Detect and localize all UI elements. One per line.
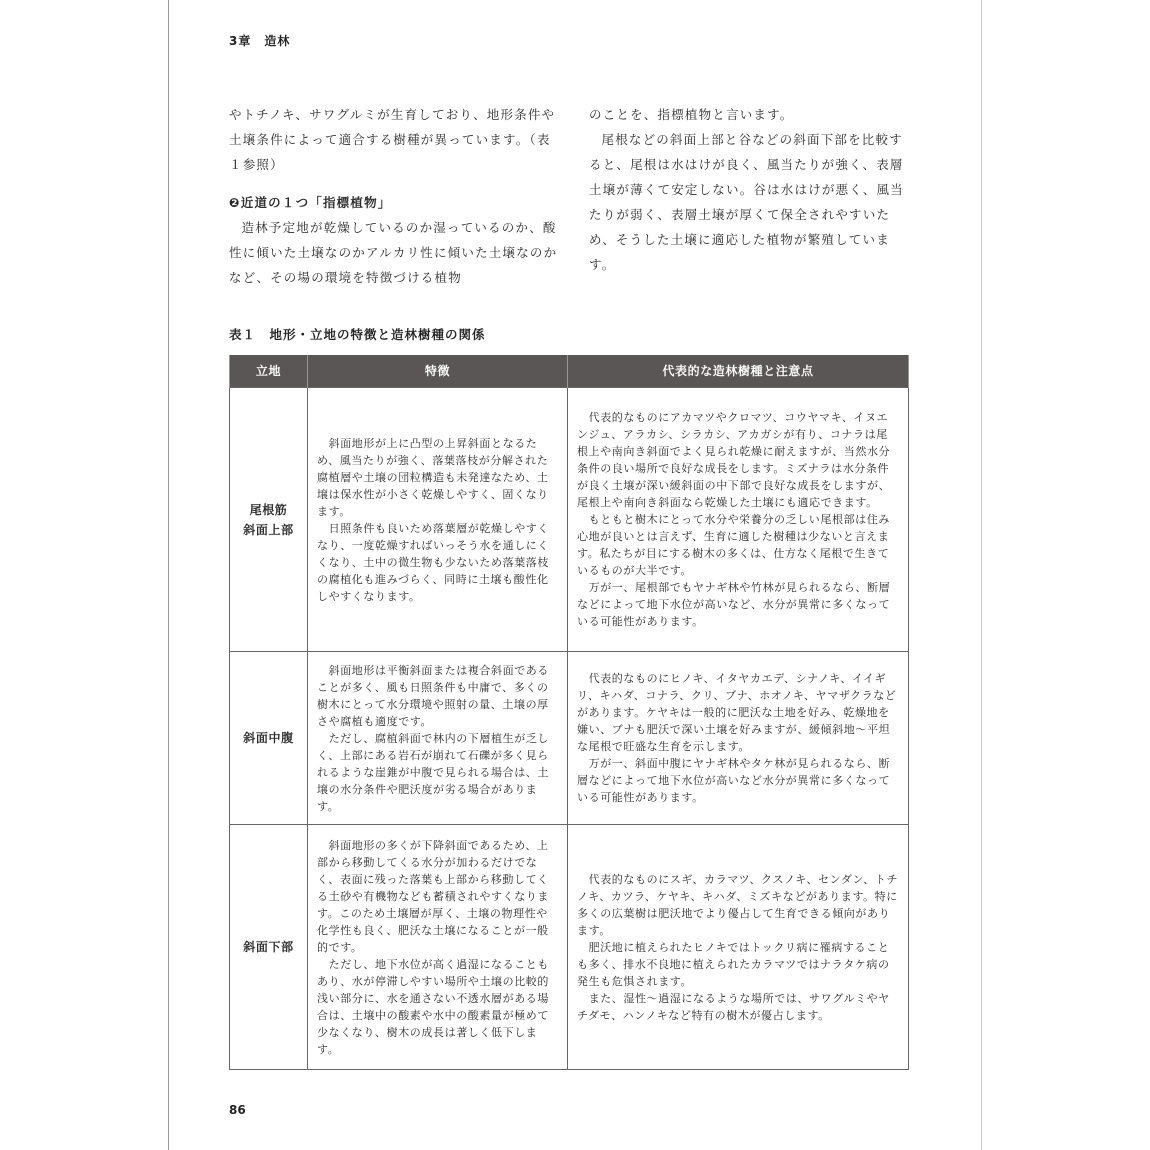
body-paragraph: 尾根などの斜面上部と谷などの斜面下部を比較すると、尾根は水はけが良く、風当たりが強く、表層土壌が薄くて安定しない。谷は水はけが悪く、風当たりが弱く、表層土壌が厚くて保全されやすいため、そうした土壌に適応した植物が繁殖しています。: [589, 132, 904, 272]
site-cell: 尾根筋 斜面上部: [230, 388, 308, 652]
right-column: [589, 102, 914, 277]
site-cell: 斜面下部: [230, 825, 308, 1070]
running-head: 3章 造林: [229, 34, 291, 48]
features-cell: 斜面地形が上に凸型の上昇斜面となるため、風当たりが強く、落葉落枝が分解された腐植層や土壌の団粒構造も未発達なため、土壌は保水性が小さく乾燥しやすく、固くなります。 日照条件も良いため落葉層が乾燥しやすくなり、一度乾燥すればいっそう水を通しにくくなり、土中の微生物も少ないため落葉落枝の腐植化も進みづらく、同時に土壌も酸性化しやすくなります。: [308, 388, 568, 652]
column-header-species: 代表的な造林樹種と注意点: [568, 355, 909, 388]
table-row: [230, 825, 909, 1070]
page-number: 86: [229, 1103, 246, 1117]
body-paragraph: 造林予定地が乾燥しているのか湿っているのか、酸性に傾いた土壌なのかアルカリ性に傾いた土壌なのかなど、その場の環境を特徴づける植物: [229, 220, 558, 285]
features-cell: 斜面地形は平衡斜面または複合斜面であることが多く、風も日照条件も中庸で、多くの樹木にとって水分環境や照射の量、土壌の厚さや腐植も適度です。 ただし、腐植斜面で林内の下層植生が乏しく、上部にある岩石が崩れて石礫が多く見られるような崖錐が中腹で見られる場合は、土壌の水分条件や肥沃度が劣る場合があります。: [308, 652, 568, 825]
table-row: [230, 652, 909, 825]
column-header-site: 立地: [230, 355, 308, 388]
table-caption: 表１ 地形・立地の特徴と造林樹種の関係: [229, 327, 486, 342]
features-cell: 斜面地形の多くが下降斜面であるため、上部から移動してくる水分が加わるだけでなく、表面に残った落葉も上部から移動してくる土砂や有機物なども蓄積されやすくなります。このため土壌層が厚く、土壌の物理性や化学性も良く、肥沃な土壌になることが一般的です。 ただし、地下水位が高く過湿になることもあり、水が停滞しやすい場所や土壌の比較的浅い部分に、水を通さない不透水層がある場合は、土壌中の酸素や水中の酸素量が極めて少なくなり、樹木の成長は著しく低下します。: [308, 825, 568, 1070]
body-paragraph: のことを、指標植物と言います。: [589, 107, 794, 122]
column-header-features: 特徴: [308, 355, 568, 388]
section-subheading: ❷近道の１つ「指標植物」: [229, 195, 392, 210]
document-page: [168, 0, 982, 1150]
table-header-row: [230, 355, 909, 388]
species-cell: 代表的なものにスギ、カラマツ、クスノキ、センダン、トチノキ、カツラ、ケヤキ、キハダ、ミズキなどがあります。特に多くの広葉樹は肥沃地でより優占して生育できる傾向があります。 肥沃地に植えられたヒノキではトックリ病に罹病することも多く、排水不良地に植えられたカラマツではナラタケ病の発生も危惧されます。 また、湿性～過湿になるような場所では、サワグルミやヤチダモ、ハンノキなど特有の樹木が優占します。: [568, 825, 909, 1070]
body-paragraph: やトチノキ、サワグルミが生育しており、地形条件や土壌条件によって適合する樹種が異っています。（表１参照）: [229, 107, 556, 172]
species-cell: 代表的なものにアカマツやクロマツ、コウヤマキ、イヌエンジュ、アラカシ、シラカシ、アカガシが有り、コナラは尾根上や南向き斜面でよく見られ乾燥に耐えますが、当然水分条件の良い場所で良好な成長をします。ミズナラは水分条件が良く土壌が深い緩斜面の中下部で良好な成長をしますが、尾根上や南向き斜面なら乾燥した土壌にも適応できます。 もともと樹木にとって水分や栄養分の乏しい尾根部は住み心地が良いとは言えず、生育に適した樹種は少ないと言えます。私たちが目にする樹木の多くは、仕方なく尾根で生きているものが大半です。 万が一、尾根部でもヤナギ林や竹林が見られるなら、断層などによって地下水位が高いなど、水分が異常に多くなっている可能性があります。: [568, 388, 909, 652]
left-column: [229, 102, 559, 290]
site-cell: 斜面中腹: [230, 652, 308, 825]
site-species-table: [229, 355, 909, 1070]
species-cell: 代表的なものにヒノキ、イタヤカエデ、シナノキ、イイギリ、キハダ、コナラ、クリ、ブナ、ホオノキ、ヤマザクラなどがあります。ケヤキは一般的に肥沃な土地を好み、乾燥地を嫌い、ブナも肥沃で深い土壌を好みますが、緩傾斜地～平坦な尾根で旺盛な生育を示します。 万が一、斜面中腹にヤナギ林やタケ林が見られるなら、断層などによって地下水位が高いなど水分が異常に多くなっている可能性があります。: [568, 652, 909, 825]
table-row: [230, 388, 909, 652]
